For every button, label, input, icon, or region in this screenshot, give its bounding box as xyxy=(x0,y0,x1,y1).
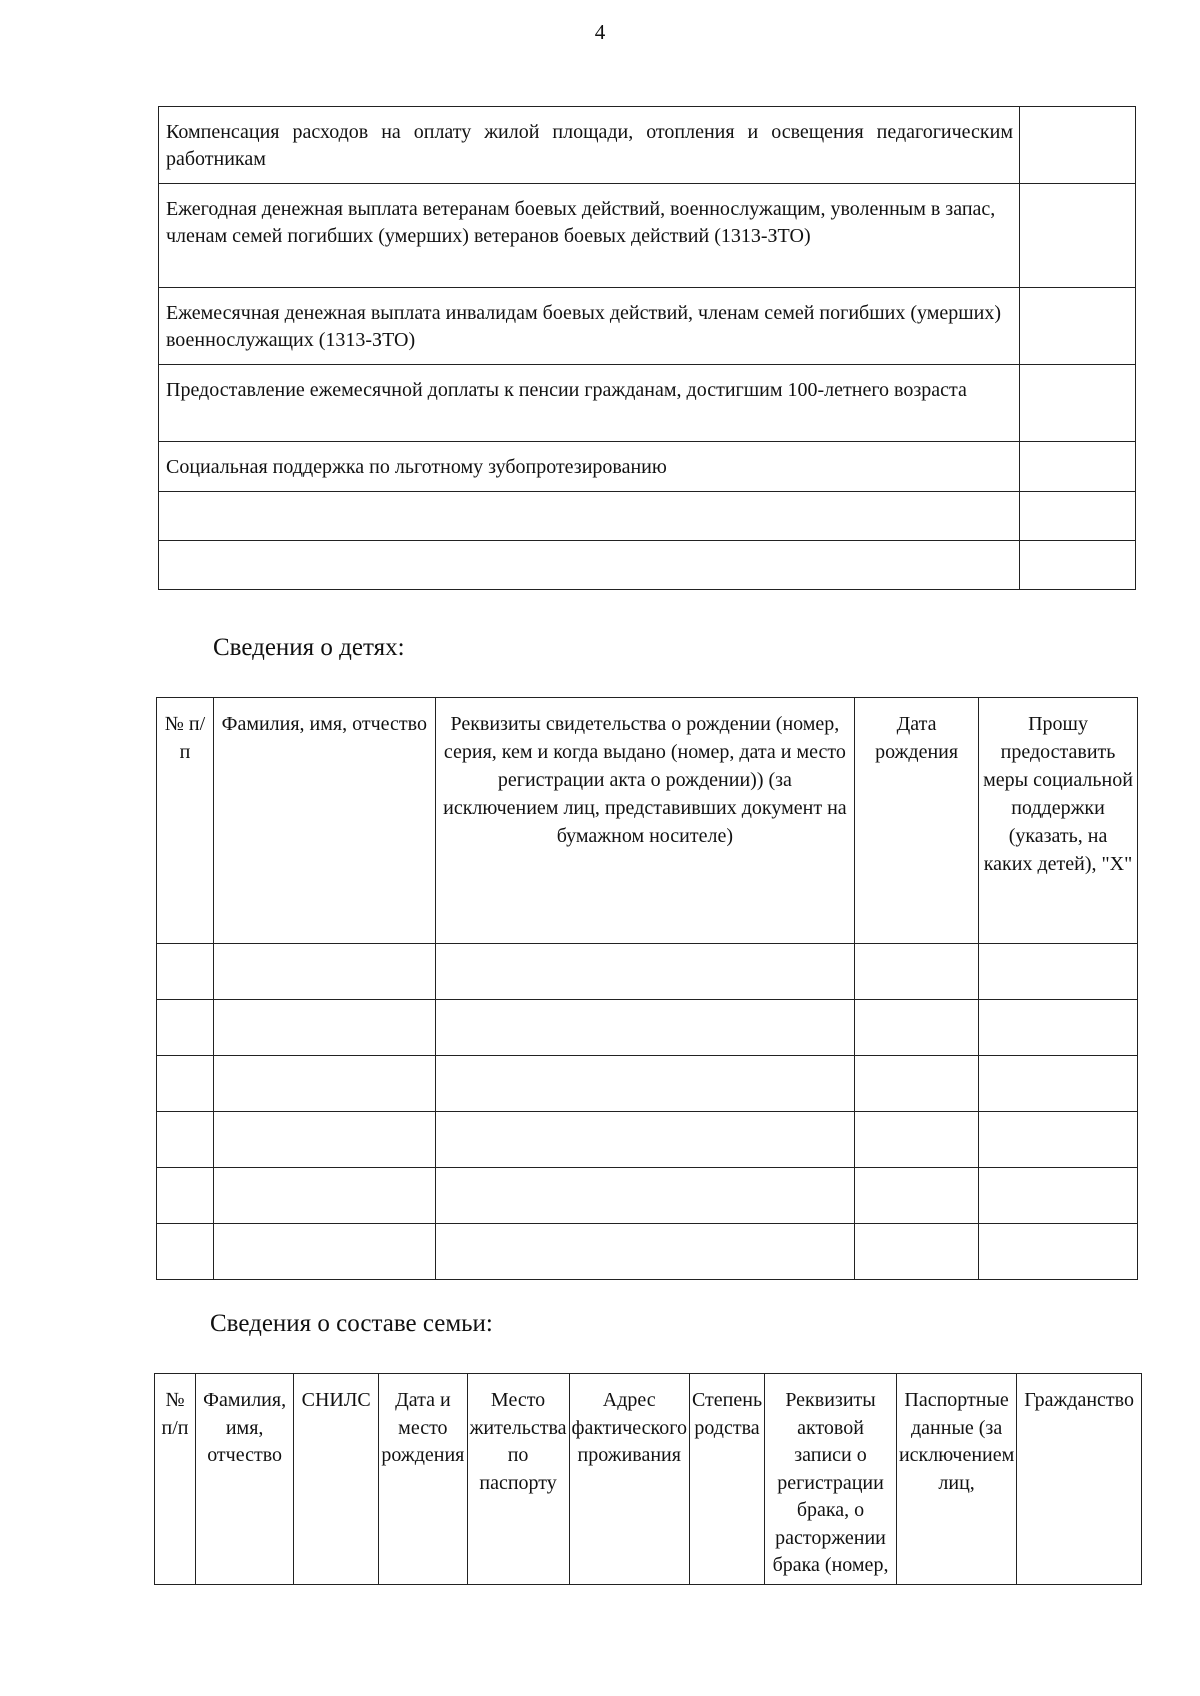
number-cell[interactable] xyxy=(157,1112,214,1168)
request-support-cell[interactable] xyxy=(979,1168,1138,1224)
benefit-mark-cell[interactable] xyxy=(1020,492,1136,541)
benefit-mark-cell[interactable] xyxy=(1020,442,1136,492)
page-number: 4 xyxy=(594,20,606,44)
column-header-number: № п/п xyxy=(155,1374,196,1585)
birth-date-cell[interactable] xyxy=(855,944,979,1000)
request-support-cell[interactable] xyxy=(979,944,1138,1000)
column-header-snils: СНИЛС xyxy=(294,1374,379,1585)
request-support-cell[interactable] xyxy=(979,1112,1138,1168)
benefit-name: Предоставление ежемесячной доплаты к пенсии гражданам, достигшим 100-летнего возраста xyxy=(159,365,1020,442)
number-cell[interactable] xyxy=(157,944,214,1000)
table-row xyxy=(157,1168,1138,1224)
full-name-cell[interactable] xyxy=(213,1168,435,1224)
benefit-name: Ежемесячная денежная выплата инвалидам боевых действий, членам семей погибших (умерших) военнослужащих (1313-ЗТО) xyxy=(159,288,1020,365)
benefit-mark-cell[interactable] xyxy=(1020,541,1136,590)
column-header-marriage-record: Реквизиты актовой записи о регистрации брака, о расторжении брака (номер, xyxy=(765,1374,897,1585)
full-name-cell[interactable] xyxy=(213,944,435,1000)
column-header-relationship: Степень родства xyxy=(689,1374,764,1585)
column-header-request-support: Прошу предоставить меры социальной поддержки (указать, на каких детей), "Х" xyxy=(979,698,1138,944)
request-support-cell[interactable] xyxy=(979,1224,1138,1280)
column-header-registered-residence: Место жительства по паспорту xyxy=(467,1374,569,1585)
birth-certificate-cell[interactable] xyxy=(435,1168,854,1224)
full-name-cell[interactable] xyxy=(213,1000,435,1056)
column-header-birth-date: Дата рождения xyxy=(855,698,979,944)
table-row xyxy=(159,288,1136,365)
birth-date-cell[interactable] xyxy=(855,1224,979,1280)
benefit-mark-cell[interactable] xyxy=(1020,365,1136,442)
number-cell[interactable] xyxy=(157,1000,214,1056)
request-support-cell[interactable] xyxy=(979,1056,1138,1112)
benefit-mark-cell[interactable] xyxy=(1020,288,1136,365)
table-row xyxy=(157,1224,1138,1280)
table-row xyxy=(157,1000,1138,1056)
column-header-birth-certificate: Реквизиты свидетельства о рождении (номер, серия, кем и когда выдано (номер, дата и место регистрации акта о рождении)) (за исключением лиц, представивших документ на бумажном носителе) xyxy=(435,698,854,944)
column-header-full-name: Фамилия, имя, отчество xyxy=(195,1374,293,1585)
benefit-name: Социальная поддержка по льготному зубопротезированию xyxy=(159,442,1020,492)
children-table-body xyxy=(157,944,1138,1280)
number-cell[interactable] xyxy=(157,1224,214,1280)
number-cell[interactable] xyxy=(157,1168,214,1224)
family-section-heading: Сведения о составе семьи: xyxy=(210,1310,493,1337)
table-row xyxy=(159,442,1136,492)
benefit-name xyxy=(159,492,1020,541)
birth-certificate-cell[interactable] xyxy=(435,1056,854,1112)
request-support-cell[interactable] xyxy=(979,1000,1138,1056)
birth-date-cell[interactable] xyxy=(855,1056,979,1112)
table-row xyxy=(157,1112,1138,1168)
table-row xyxy=(159,492,1136,541)
benefits-table xyxy=(158,106,1136,590)
birth-date-cell[interactable] xyxy=(855,1112,979,1168)
children-section-heading: Сведения о детях: xyxy=(213,634,405,661)
birth-certificate-cell[interactable] xyxy=(435,1112,854,1168)
benefit-name xyxy=(159,541,1020,590)
full-name-cell[interactable] xyxy=(213,1224,435,1280)
column-header-actual-address: Адрес фактического проживания xyxy=(569,1374,689,1585)
table-header-row xyxy=(155,1374,1142,1585)
column-header-passport-data: Паспортные данные (за исключением лиц, xyxy=(896,1374,1016,1585)
children-table xyxy=(156,697,1138,1280)
number-cell[interactable] xyxy=(157,1056,214,1112)
table-row xyxy=(159,107,1136,184)
column-header-citizenship: Гражданство xyxy=(1017,1374,1142,1585)
full-name-cell[interactable] xyxy=(213,1056,435,1112)
birth-certificate-cell[interactable] xyxy=(435,944,854,1000)
birth-date-cell[interactable] xyxy=(855,1000,979,1056)
table-row xyxy=(159,541,1136,590)
column-header-full-name: Фамилия, имя, отчество xyxy=(213,698,435,944)
benefit-name: Компенсация расходов на оплату жилой площади, отопления и освещения педагогическим работникам xyxy=(159,107,1020,184)
table-row xyxy=(157,1056,1138,1112)
benefit-name: Ежегодная денежная выплата ветеранам боевых действий, военнослужащим, уволенным в запас, членам семей погибших (умерших) ветеранов боевых действий (1313-ЗТО) xyxy=(159,184,1020,288)
birth-certificate-cell[interactable] xyxy=(435,1000,854,1056)
birth-date-cell[interactable] xyxy=(855,1168,979,1224)
table-header-row xyxy=(157,698,1138,944)
family-table xyxy=(154,1373,1142,1585)
full-name-cell[interactable] xyxy=(213,1112,435,1168)
benefit-mark-cell[interactable] xyxy=(1020,184,1136,288)
column-header-number: № п/п xyxy=(157,698,214,944)
column-header-birth-date-place: Дата и место рождения xyxy=(379,1374,467,1585)
birth-certificate-cell[interactable] xyxy=(435,1224,854,1280)
benefit-mark-cell[interactable] xyxy=(1020,107,1136,184)
table-row xyxy=(159,184,1136,288)
table-row xyxy=(159,365,1136,442)
table-row xyxy=(157,944,1138,1000)
